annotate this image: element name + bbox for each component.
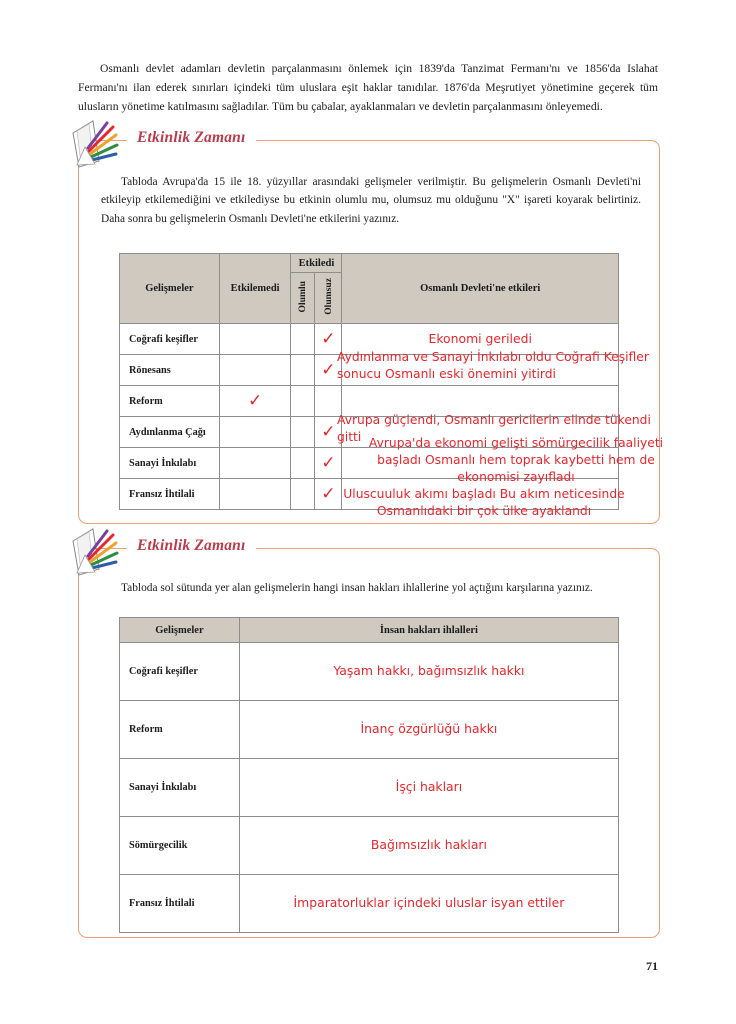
- header-gelismeler: Gelişmeler: [120, 254, 220, 324]
- row-label: Sanayi İnkılabı: [120, 448, 220, 479]
- header-etkileri: Osmanlı Devleti'ne etkileri: [342, 254, 619, 324]
- cell-olumsuz[interactable]: ✓: [315, 355, 342, 386]
- row-label: Fransız İhtilali: [120, 479, 220, 510]
- cell-olumlu[interactable]: [291, 448, 315, 479]
- header-olumlu: [291, 273, 315, 324]
- row-label: Sömürgecilik: [120, 817, 240, 875]
- cell-answer[interactable]: İşçi hakları: [239, 759, 618, 817]
- header-insan-haklari: İnsan hakları ihlalleri: [239, 618, 618, 643]
- header-gelismeler: Gelişmeler: [120, 618, 240, 643]
- row-label: Reform: [120, 386, 220, 417]
- row-label: Rönesans: [120, 355, 220, 386]
- activity-2-description: [101, 579, 641, 597]
- header-olumsuz-label: Olumsuz: [322, 278, 334, 315]
- handwritten-note: Avrupa güçlendi, Osmanlı gericilerin elinde tükendi gitti: [337, 413, 651, 444]
- cell-olumlu[interactable]: [291, 355, 315, 386]
- cell-olumsuz[interactable]: ✓: [315, 479, 342, 510]
- cell-etkilemedi[interactable]: [219, 355, 291, 386]
- handwritten-note: Aydınlanma ve Sanayi İnkılabı oldu Coğrafi Keşifler sonucu Osmanlı eski önemini yitirdi: [337, 350, 649, 381]
- table-row: [120, 701, 619, 759]
- activity-1-description: [101, 173, 641, 228]
- cell-olumlu[interactable]: [291, 479, 315, 510]
- header-etkiledi: Etkiledi: [291, 254, 342, 273]
- table-header-row-top: [120, 254, 619, 273]
- activity-1-description-text: Tabloda Avrupa'da 15 ile 18. yüzyıllar arasındaki gelişmeler verilmiştir. Bu gelişmelerin Osmanlı Devleti'ni etkileyip etkilemediğini ve etkilediyse bu etkinin olumlu mu, olumsuz mu olduğunu "X" işareti koyarak belirtiniz. Daha sonra bu gelişmelerin Osmanlı Devleti'ne etkilerini yazınız.: [101, 176, 641, 225]
- cell-olumlu[interactable]: [291, 417, 315, 448]
- table-row: [120, 875, 619, 933]
- cell-answer[interactable]: Bağımsızlık hakları: [239, 817, 618, 875]
- row-label: Coğrafi keşifler: [120, 643, 240, 701]
- cell-etkilemedi[interactable]: [219, 324, 291, 355]
- header-olumsuz: [315, 273, 342, 324]
- activity-1-title: Etkinlik Zamanı: [127, 129, 256, 147]
- cell-olumlu[interactable]: [291, 324, 315, 355]
- activity-2-title: Etkinlik Zamanı: [127, 537, 256, 555]
- pencil-fan-icon: [69, 117, 127, 169]
- cell-answer[interactable]: İnanç özgürlüğü hakkı: [239, 701, 618, 759]
- activity-block-2: [78, 537, 660, 938]
- table-row: [120, 759, 619, 817]
- cell-olumsuz[interactable]: ✓: [315, 324, 342, 355]
- cell-olumsuz[interactable]: ✓: [315, 417, 342, 448]
- table-row: [120, 643, 619, 701]
- row-label: Sanayi İnkılabı: [120, 759, 240, 817]
- table-header-row: [120, 618, 619, 643]
- cell-etkilemedi[interactable]: [219, 448, 291, 479]
- activity-2-description-text: Tabloda sol sütunda yer alan gelişmelerin hangi insan hakları ihlallerine yol açtığını karşılarına yazınız.: [121, 582, 593, 594]
- cell-olumlu[interactable]: [291, 386, 315, 417]
- row-label: Reform: [120, 701, 240, 759]
- pencil-fan-icon: [69, 525, 127, 577]
- handwritten-note: Uluscuuluk akımı başladı Bu akım neticesinde Osmanlıdaki bir çok ülke ayaklandı: [343, 487, 625, 518]
- header-olumlu-label: Olumlu: [297, 280, 309, 313]
- cell-olumsuz[interactable]: ✓: [315, 448, 342, 479]
- cell-etki[interactable]: Ekonomi geriledi: [342, 324, 619, 355]
- row-label: Coğrafi keşifler: [120, 324, 220, 355]
- activity-block-1: [78, 129, 664, 524]
- cell-etkilemedi[interactable]: ✓: [219, 386, 291, 417]
- row-label: Aydınlanma Çağı: [120, 417, 220, 448]
- handwritten-note: Avrupa'da ekonomi gelişti sömürgecilik faaliyeti başladı Osmanlı hem toprak kaybetti hem de ekonomisi zayıfladı: [368, 436, 664, 484]
- cell-etkilemedi[interactable]: [219, 417, 291, 448]
- activity-2-table: [119, 617, 619, 933]
- page-number: 71: [646, 959, 658, 973]
- cell-etkilemedi[interactable]: [219, 479, 291, 510]
- cell-answer[interactable]: İmparatorluklar içindeki uluslar isyan ettiler: [239, 875, 618, 933]
- intro-text: Osmanlı devlet adamları devletin parçalanmasını önlemek için 1839'da Tanzimat Fermanı'nı ve 1856'da Islahat Fermanı'nı ilan ederek sınırları içindeki tüm uluslara eşit haklar tanıdılar. 1876'da Meşrutiyet yönetimine geçerek tüm ulusların yönetime katılmasını sağladılar. Tüm bu çabalar, ayaklanmaları ve devletin parçalanmasını önleyemedi.: [78, 62, 658, 113]
- header-etkilemedi: Etkilemedi: [219, 254, 291, 324]
- intro-paragraph: [78, 60, 658, 116]
- table-row: [120, 817, 619, 875]
- row-label: Fransız İhtilali: [120, 875, 240, 933]
- cell-answer[interactable]: Yaşam hakkı, bağımsızlık hakkı: [239, 643, 618, 701]
